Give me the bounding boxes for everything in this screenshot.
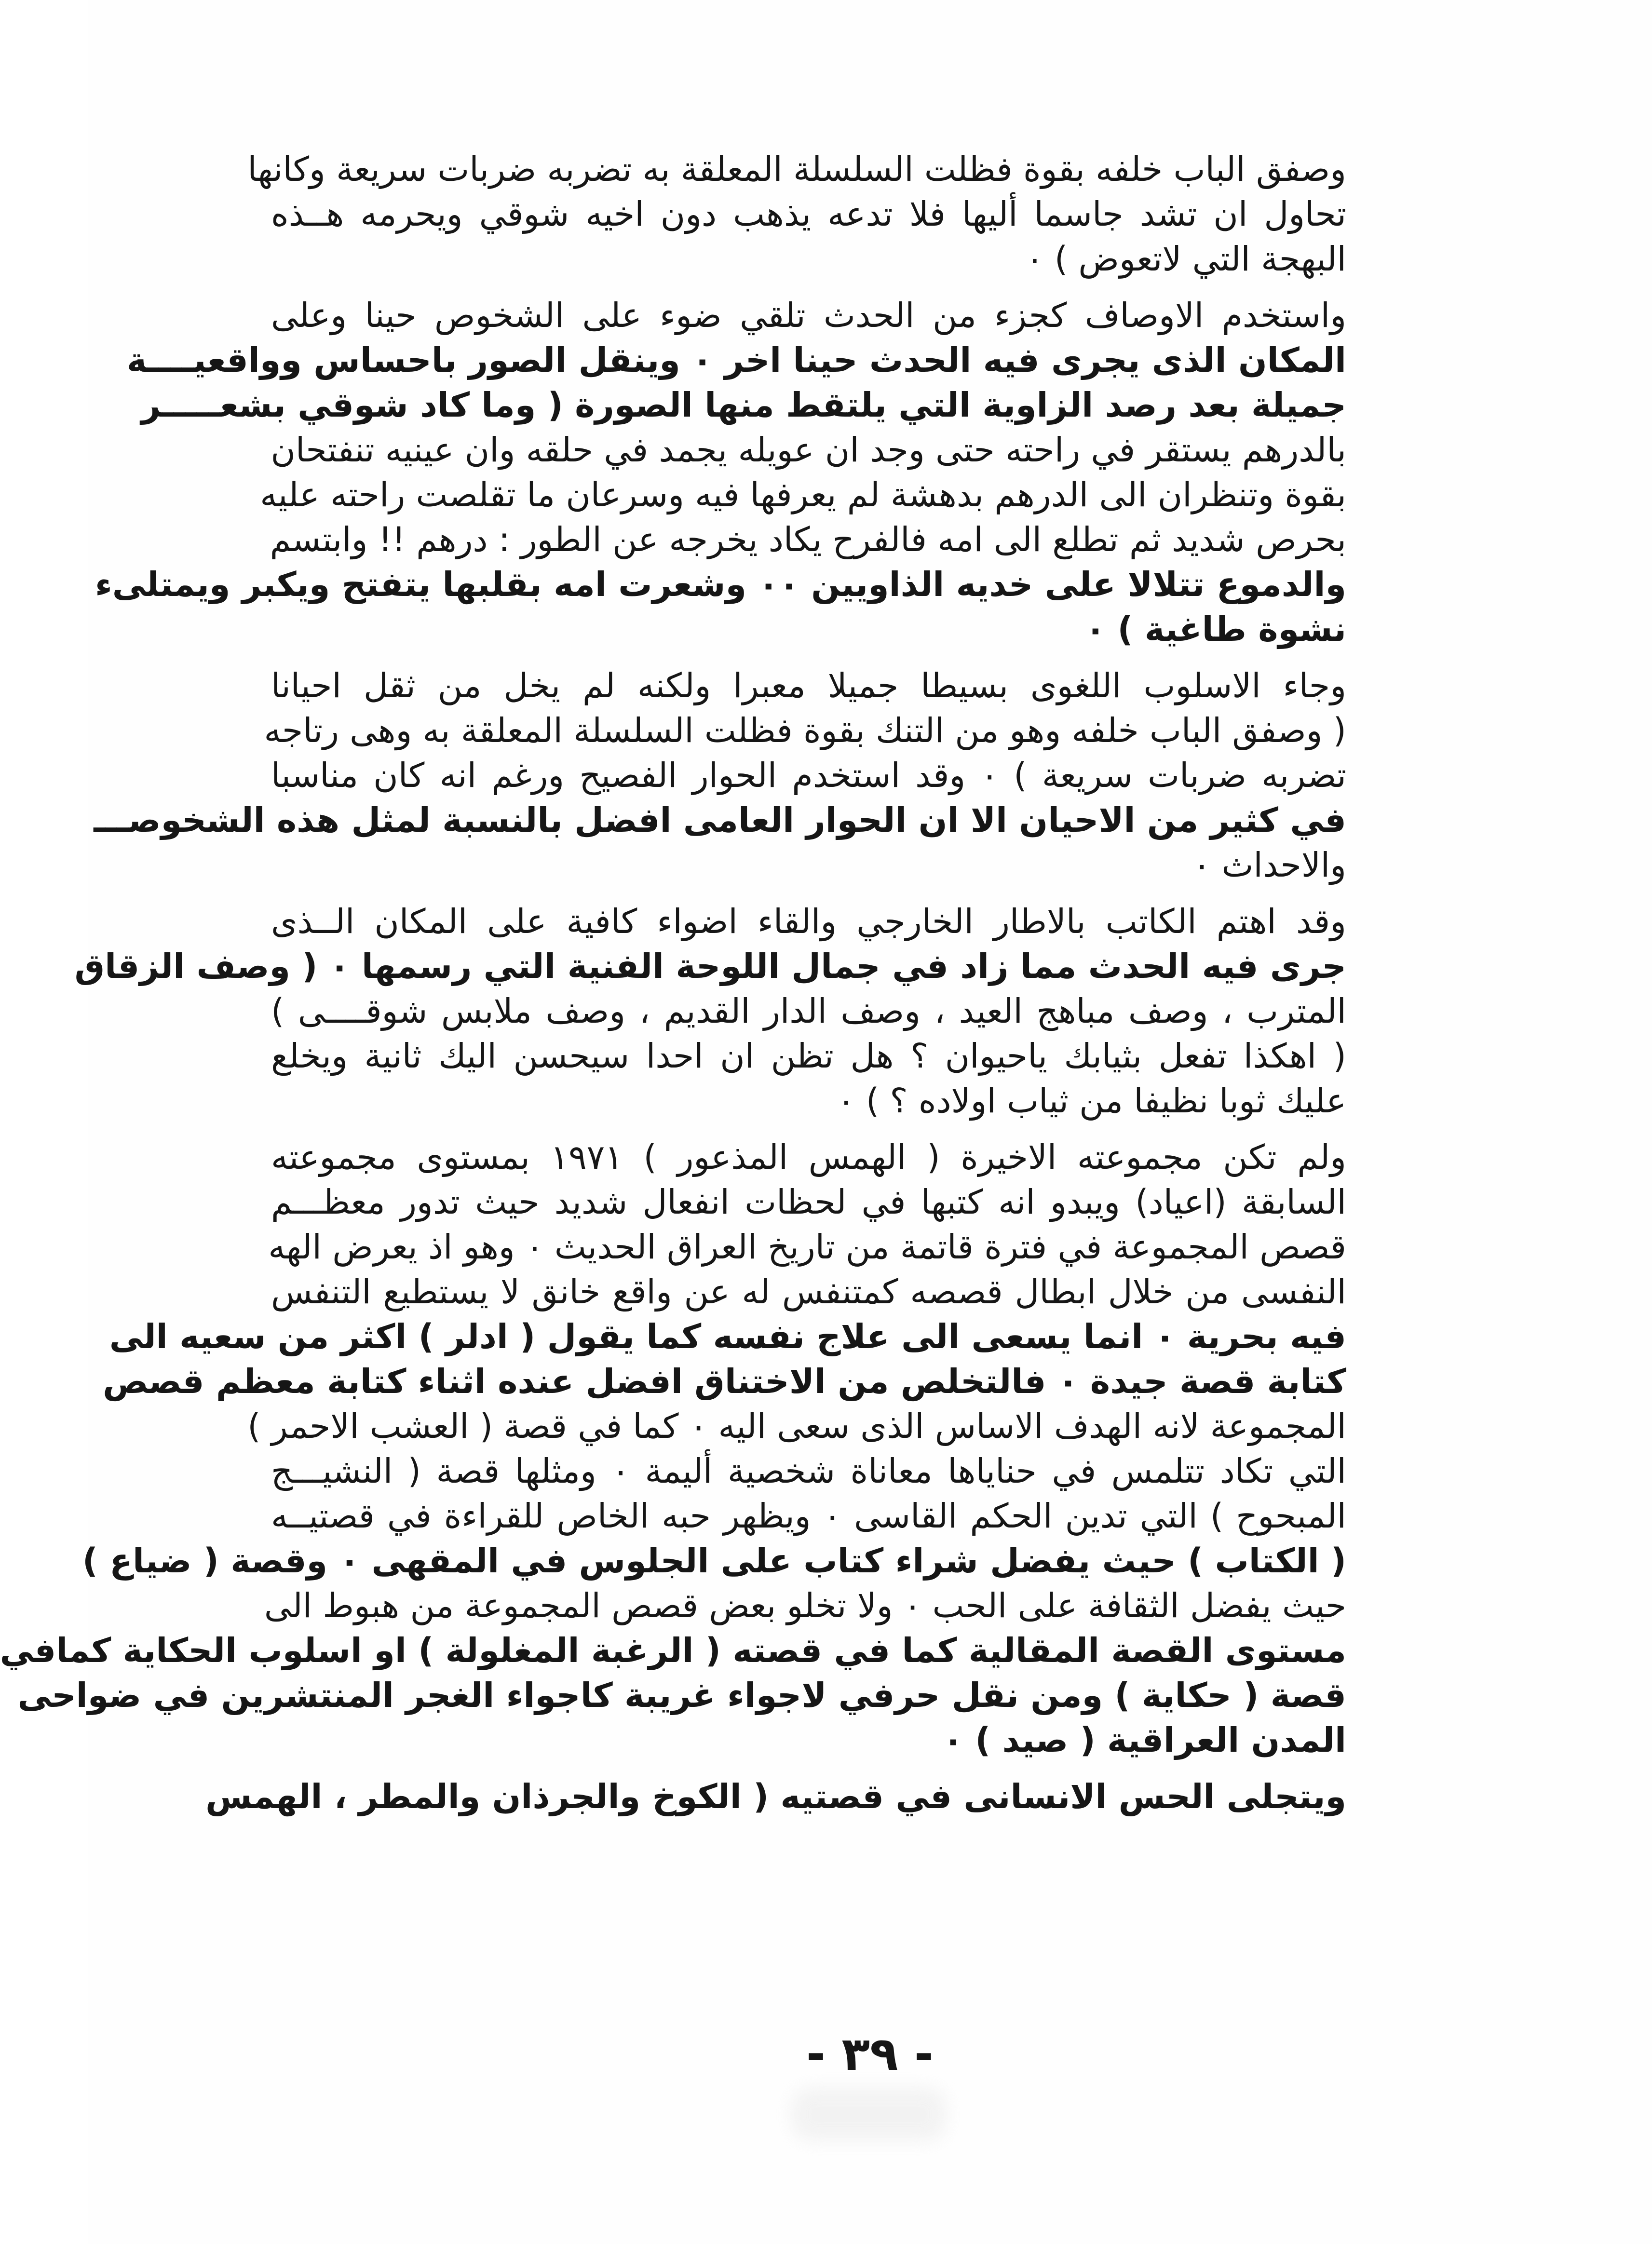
text-line: جميلة بعد رصد الزاوية التي يلتقط منها الصورة ( وما كاد شوقي بشعـــــر xyxy=(141,385,1346,425)
text-line: وجاء الاسلوب اللغوى بسيطا جميلا معبرا ولكنه لم يخل من ثقل احيانا xyxy=(271,666,1346,705)
paragraph xyxy=(205,1774,1346,1819)
text-line: التي تكاد تتلمس في حناياها معاناة شخصية أليمة ٠ ومثلها قصة ( النشيـــج xyxy=(271,1451,1347,1491)
text-line: تضربه ضربات سريعة ) ٠ وقد استخدم الحوار الفصيح ورغم انه كان مناسبا xyxy=(271,756,1346,795)
text-line: بحرص شديد ثم تطلع الى امه فالفرح يكاد يخرجه عن الطور : درهم !! وابتسم xyxy=(270,520,1346,559)
text-line: واستخدم الاوصاف كجزء من الحدث تلقي ضوء على الشخوص حينا وعلى xyxy=(271,296,1346,335)
text-line: كتابة قصة جيدة ٠ فالتخلص من الاختناق افضل عنده اثناء كتابة معظم قصص xyxy=(103,1362,1346,1401)
scan-smudge xyxy=(792,2088,946,2141)
body-text xyxy=(0,147,1347,1831)
text-line: فيه بحرية ٠ انما يسعى الى علاج نفسه كما يقول ( ادلر ) اكثر من سعيه الى xyxy=(109,1317,1346,1356)
text-line: مستوى القصة المقالية كما في قصته ( الرغبة المغلولة ) او اسلوب الحكاية كمافي xyxy=(0,1631,1346,1670)
paragraph xyxy=(247,147,1346,282)
paragraph xyxy=(74,899,1346,1123)
text-line: ( وصفق الباب خلفه وهو من التنك بقوة فظلت السلسلة المعلقة به وهى رتاجه xyxy=(264,711,1346,750)
text-line: والاحداث ٠ xyxy=(1192,845,1346,885)
paragraph xyxy=(0,1135,1347,1763)
text-line: قصص المجموعة في فترة قاتمة من تاريخ العراق الحديث ٠ وهو اذ يعرض الهه xyxy=(268,1227,1346,1267)
text-line: وقد اهتم الكاتب بالاطار الخارجي والقاء اضواء كافية على المكان الــذى xyxy=(271,902,1346,941)
text-line: عليك ثوبا نظيفا من ثياب اولاده ؟ ) ٠ xyxy=(837,1081,1346,1121)
text-line: ( الكتاب ) حيث يفضل شراء كتاب على الجلوس في المقهى ٠ وقصة ( ضياع ) xyxy=(82,1541,1346,1581)
text-line: المبحوح ) التي تدين الحكم القاسى ٠ ويظهر حبه الخاص للقراءة في قصتيــه xyxy=(271,1496,1346,1536)
text-line: المترب ، وصف مباهج العيد ، وصف الدار القديم ، وصف ملابس شوقــــى ) xyxy=(271,991,1346,1031)
text-line: المدن العراقية ( صيد ) ٠ xyxy=(943,1720,1346,1760)
text-line: ولم تكن مجموعته الاخيرة ( الهمس المذعور ) ١٩٧١ بمستوى مجموعته xyxy=(271,1137,1346,1177)
text-line: تحاول ان تشد جاسما أليها فلا تدعه يذهب دون اخيه شوقي ويحرمه هــذه xyxy=(271,194,1346,234)
paragraph xyxy=(95,293,1346,652)
text-line: بالدرهم يستقر في راحته حتى وجد ان عويله يجمد في حلقه وان عينيه تنفتحان xyxy=(271,430,1346,470)
text-line: النفسى من خلال ابطال قصصه كمتنفس له عن واقع خانق لا يستطيع التنفس xyxy=(271,1272,1346,1311)
text-line: وصفق الباب خلفه بقوة فظلت السلسلة المعلقة به تضربه ضربات سريعة وكانها xyxy=(247,149,1346,189)
text-line: والدموع تتلالا على خديه الذاويين ٠٠ وشعرت امه بقلبها يتفتح ويكبر ويمتلىء xyxy=(95,565,1346,604)
text-line: المجموعة لانه الهدف الاساس الذى سعى اليه ٠ كما في قصة ( العشب الاحمر ) xyxy=(247,1406,1346,1446)
text-line: السابقة (اعياد) ويبدو انه كتبها في لحظات انفعال شديد حيث تدور معظـــم xyxy=(271,1182,1346,1222)
text-line: جرى فيه الحدث مما زاد في جمال اللوحة الفنية التي رسمها ٠ ( وصف الزقاق xyxy=(74,946,1346,986)
text-line: في كثير من الاحيان الا ان الحوار العامى افضل بالنسبة لمثل هذه الشخوصـــ xyxy=(94,800,1346,840)
text-line: قصة ( حكاية ) ومن نقل حرفي لاجواء غريبة كاجواء الغجر المنتشرين في ضواحى xyxy=(17,1676,1346,1715)
page-number: - ٣٩ - xyxy=(806,2027,934,2081)
text-line: ويتجلى الحس الانسانى في قصتيه ( الكوخ والجرذان والمطر ، الهمس xyxy=(205,1777,1346,1816)
text-line: بقوة وتنظران الى الدرهم بدهشة لم يعرفها فيه وسرعان ما تقلصت راحته عليه xyxy=(260,475,1346,514)
text-line: ( اهكذا تفعل بثيابك ياحيوان ؟ هل تظن ان احدا سيحسن اليك ثانية ويخلع xyxy=(271,1036,1346,1076)
text-line: البهجة التي لاتعوض ) ٠ xyxy=(1025,239,1346,279)
text-line: حيث يفضل الثقافة على الحب ٠ ولا تخلو بعض قصص المجموعة من هبوط الى xyxy=(264,1586,1346,1625)
text-line: المكان الذى يجرى فيه الحدث حينا اخر ٠ وينقل الصور باحساس وواقعيــــة xyxy=(126,340,1346,380)
text-line: نشوة طاغية ) ٠ xyxy=(1085,609,1346,649)
paragraph xyxy=(94,663,1346,888)
